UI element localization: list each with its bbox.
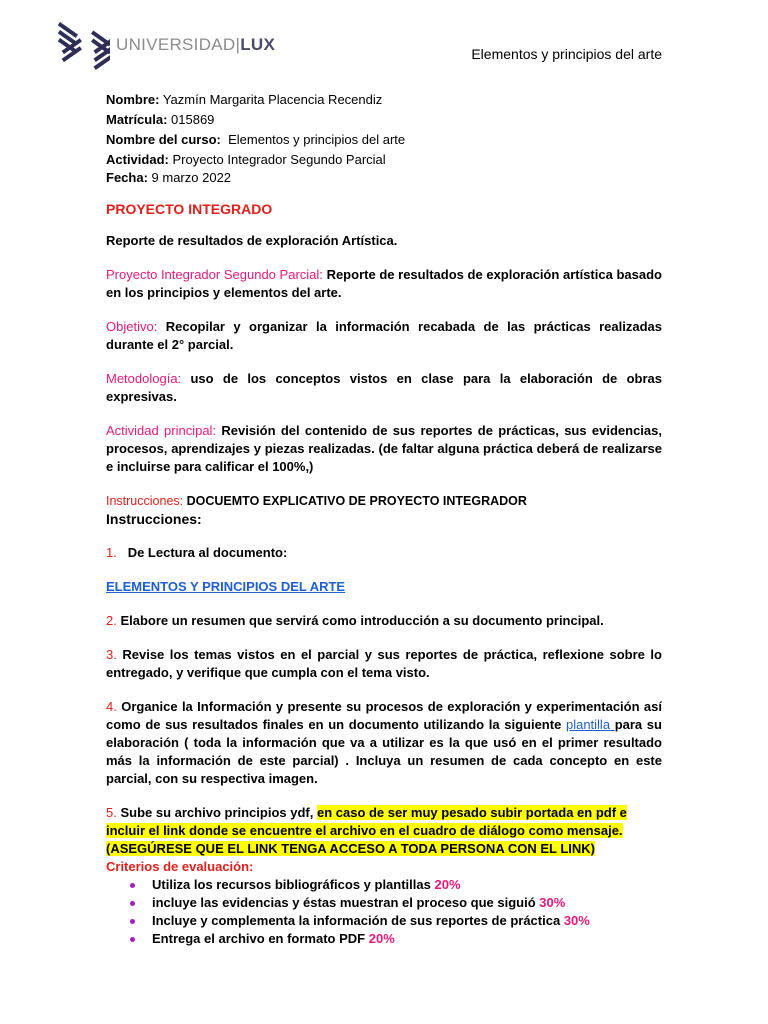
criteria-percentage: 20% bbox=[434, 877, 461, 892]
info-course bbox=[106, 130, 662, 150]
step-1-number: 1. bbox=[106, 545, 117, 560]
step-4-number: 4. bbox=[106, 699, 117, 714]
instructions-heading: Instrucciones: bbox=[106, 511, 202, 527]
id-label: Matrícula: bbox=[106, 112, 168, 127]
step-1-link-line bbox=[106, 578, 662, 596]
activity-value: Proyecto Integrador Segundo Parcial bbox=[172, 152, 386, 167]
step-4 bbox=[106, 698, 662, 788]
step-2-number: 2. bbox=[106, 613, 117, 628]
step-3-number: 3. bbox=[106, 647, 117, 662]
step-2 bbox=[106, 612, 662, 630]
activity-label: Actividad: bbox=[106, 152, 169, 167]
bullet-icon bbox=[130, 883, 135, 888]
date-value: 9 marzo 2022 bbox=[151, 170, 232, 185]
bullet-icon bbox=[130, 901, 135, 906]
step-3-text: Revise los temas vistos en el parcial y sus reportes de práctica, reflexione sobre lo entregado, y verifique que cumpla con el tema visto. bbox=[106, 647, 662, 680]
course-label: Nombre del curso: bbox=[106, 132, 221, 147]
step-1-text: De Lectura al documento: bbox=[127, 545, 288, 560]
step-5 bbox=[106, 804, 662, 858]
method-label: Metodología: bbox=[106, 371, 182, 386]
main-activity-label: Actividad principal: bbox=[106, 423, 217, 438]
step-2-text: Elabore un resumen que servirá como introducción a su documento principal. bbox=[120, 613, 604, 628]
step-4-text-b: para su elaboración ( toda la información que va a utilizar es la que usó en el primer resultado más la información de este parcial) . Incluya un resumen de cada concepto en este parcial, con su respectiva imagen. bbox=[106, 717, 662, 786]
logo-text-brand: LUX bbox=[240, 35, 276, 54]
criteria-percentage: 30% bbox=[563, 913, 590, 928]
name-value: Yazmín Margarita Placencia Recendiz bbox=[162, 92, 383, 107]
step-5-text-a: Sube su archivo principios ydf, bbox=[120, 805, 314, 820]
objective-text: Recopilar y organizar la información recabada de las prácticas realizadas durante el 2° parcial. bbox=[106, 319, 662, 352]
bullet-icon bbox=[130, 919, 135, 924]
project-main-activity bbox=[106, 422, 662, 476]
info-date bbox=[106, 170, 662, 186]
criteria-percentage: 20% bbox=[368, 931, 395, 946]
logo-wordmark bbox=[116, 35, 275, 55]
project-methodology bbox=[106, 370, 662, 406]
document-body bbox=[106, 90, 662, 948]
step-1 bbox=[106, 544, 662, 562]
criteria-list bbox=[106, 876, 662, 948]
bullet-icon bbox=[130, 937, 135, 942]
criteria-text: Incluye y complementa la información de sus reportes de práctica bbox=[152, 913, 561, 928]
course-value: Elementos y principios del arte bbox=[228, 132, 406, 147]
project-title: PROYECTO INTEGRADO bbox=[106, 201, 273, 217]
name-label: Nombre: bbox=[106, 92, 160, 107]
step-4-text-a: Organice la Información y presente su procesos de exploración y experimentación así como de sus resultados finales en un documento utilizando la siguiente bbox=[106, 699, 662, 732]
objective-label: Objetivo: bbox=[106, 319, 158, 334]
date-label: Fecha: bbox=[106, 170, 148, 185]
criteria-text: incluye las evidencias y éstas muestran el proceso que siguió bbox=[152, 895, 536, 910]
instructions-text: DOCUEMTO EXPLICATIVO DE PROYECTO INTEGRADOR bbox=[186, 494, 527, 508]
criteria-text: Utiliza los recursos bibliográficos y plantillas bbox=[152, 877, 431, 892]
header-title: Elementos y principios del arte bbox=[471, 46, 662, 62]
instructions-label: Instrucciones: bbox=[106, 494, 184, 508]
elements-principles-link[interactable]: ELEMENTOS Y PRINCIPIOS DEL ARTE bbox=[106, 579, 346, 594]
logo-text-main: UNIVERSIDAD bbox=[116, 35, 236, 54]
criteria-heading: Criterios de evaluación: bbox=[106, 859, 254, 874]
lux-logo-icon bbox=[58, 18, 110, 70]
project-intro bbox=[106, 266, 662, 302]
id-value: 015869 bbox=[171, 112, 215, 127]
criteria-text: Entrega el archivo en formato PDF bbox=[152, 931, 366, 946]
project-subtitle: Reporte de resultados de exploración Artística. bbox=[106, 233, 398, 248]
template-link[interactable]: plantilla bbox=[565, 717, 615, 732]
info-activity bbox=[106, 150, 662, 170]
step-5-number: 5. bbox=[106, 805, 117, 820]
criteria-item bbox=[106, 930, 662, 948]
criteria-item bbox=[106, 876, 662, 894]
step-3 bbox=[106, 646, 662, 682]
page-header bbox=[58, 18, 678, 78]
main-activity-text: Revisión del contenido de sus reportes de prácticas, sus evidencias, procesos, aprendizajes y piezas realizadas. (de faltar alguna práctica deberá de realizarse e incluirse para calificar el 100%,) bbox=[106, 423, 662, 474]
criteria-item bbox=[106, 894, 662, 912]
project-instructions bbox=[106, 492, 662, 510]
method-text: uso de los conceptos vistos en clase para la elaboración de obras expresivas. bbox=[106, 371, 662, 404]
intro-text: Reporte de resultados de exploración artística basado en los principios y elementos del arte. bbox=[106, 267, 662, 300]
intro-label: Proyecto Integrador Segundo Parcial: bbox=[106, 267, 323, 282]
info-id bbox=[106, 110, 662, 130]
logo-separator: | bbox=[235, 35, 241, 54]
info-name bbox=[106, 90, 662, 110]
criteria-item bbox=[106, 912, 662, 930]
project-objective bbox=[106, 318, 662, 354]
criteria-percentage: 30% bbox=[539, 895, 566, 910]
university-logo bbox=[58, 18, 275, 70]
step-5-highlighted-text: en caso de ser muy pesado subir portada en pdf e incluir el link donde se encuentre el archivo en el cuadro de diálogo como mensaje. (ASEGÚRESE QUE EL LINK TENGA ACCESO A TODA PERSONA CON EL LINK) bbox=[106, 805, 627, 856]
